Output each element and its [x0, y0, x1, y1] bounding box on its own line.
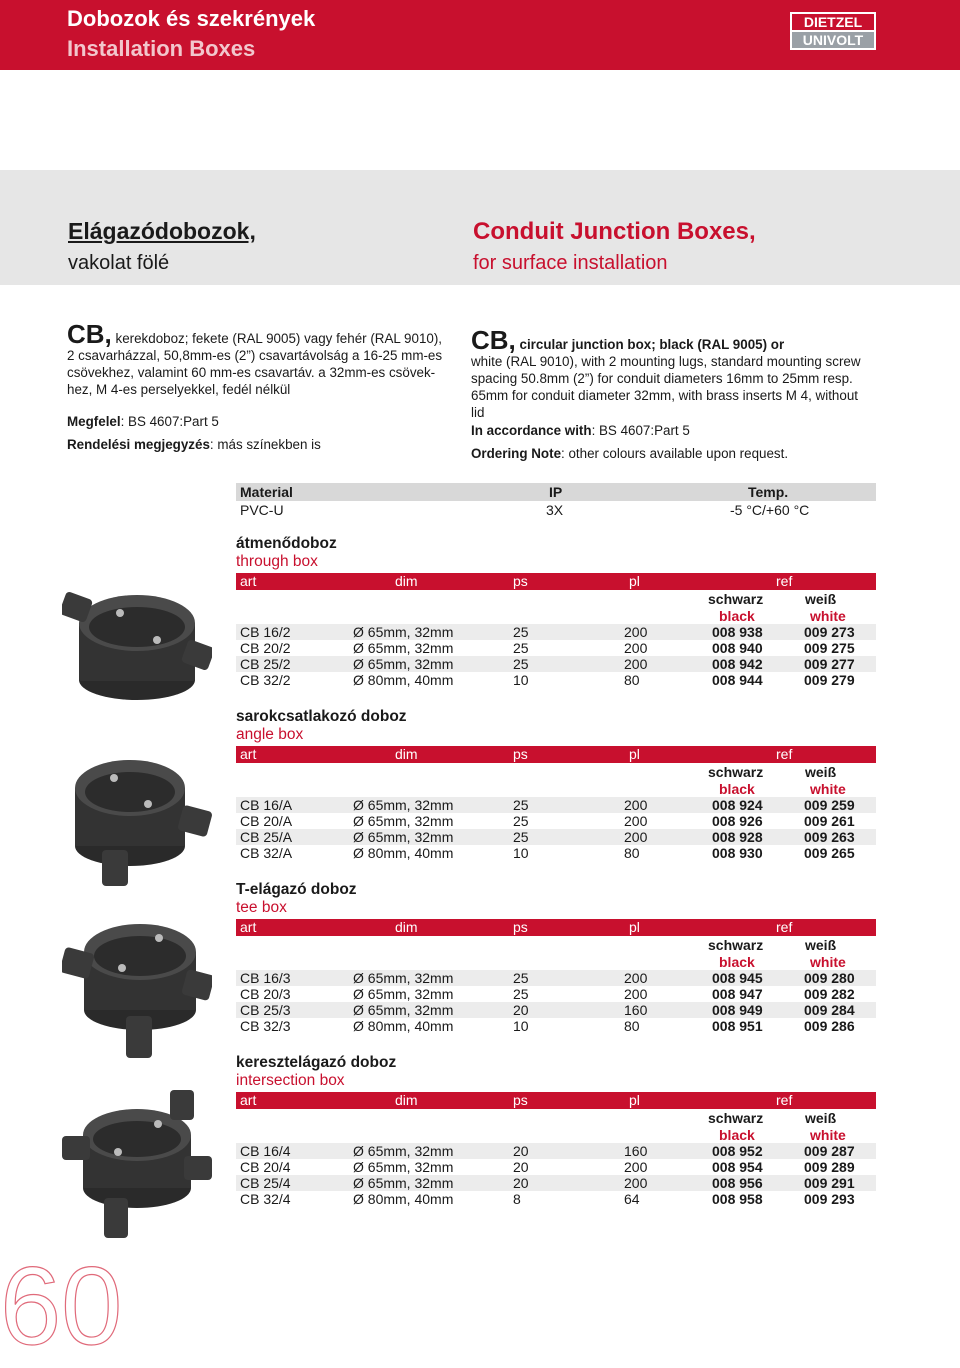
color-header-en	[236, 607, 876, 624]
table-cell: 009 263	[804, 829, 855, 845]
note-value-hu: : más színekben is	[209, 437, 321, 452]
column-header	[236, 1092, 876, 1109]
col-white: white	[810, 1127, 846, 1143]
table-cell: 25	[513, 656, 529, 672]
note-value-en: : other colours available upon request.	[561, 446, 789, 461]
col-dim: dim	[395, 573, 418, 589]
table-cell: CB 16/3	[240, 970, 291, 986]
col-pl: pl	[629, 919, 640, 935]
desc-en-line-4: 65mm for conduit diameter 32mm, with brass inserts M 4, without	[471, 388, 858, 403]
table-cell: CB 32/A	[240, 845, 293, 861]
table-cell: Ø 65mm, 32mm	[353, 986, 454, 1002]
col-dim: dim	[395, 919, 418, 935]
table-row	[236, 1159, 876, 1175]
table-row	[236, 813, 876, 829]
table-cell: 200	[624, 640, 648, 656]
col-weiss: weiß	[805, 591, 837, 607]
table-cell: 009 282	[804, 986, 855, 1002]
table-cell: 008 956	[712, 1175, 763, 1191]
table-row	[236, 970, 876, 986]
table-cell: CB 32/2	[240, 672, 291, 688]
table-cell: 008 944	[712, 672, 763, 688]
table-cell: CB 25/4	[240, 1175, 291, 1191]
tee-box-image	[62, 910, 212, 1060]
through-box-section	[236, 535, 876, 688]
table-cell: 009 291	[804, 1175, 855, 1191]
table-cell: 008 951	[712, 1018, 763, 1034]
table-cell: CB 25/3	[240, 1002, 291, 1018]
color-header-de	[236, 590, 876, 607]
table-cell: Ø 65mm, 32mm	[353, 656, 454, 672]
table-cell: 008 938	[712, 624, 763, 640]
table-cell: 008 928	[712, 829, 763, 845]
table-cell: 009 286	[804, 1018, 855, 1034]
table-cell: 009 265	[804, 845, 855, 861]
table-cell: 009 273	[804, 624, 855, 640]
table-cell: 20	[513, 1175, 529, 1191]
table-cell: 10	[513, 1018, 529, 1034]
temp-value: -5 °C/+60 °C	[730, 502, 810, 518]
table-cell: CB 25/2	[240, 656, 291, 672]
material-table	[236, 483, 876, 521]
table-cell: 10	[513, 845, 529, 861]
table-cell: 009 275	[804, 640, 855, 656]
table-cell: 200	[624, 624, 648, 640]
description-en	[471, 325, 891, 462]
code-en: CB,	[471, 325, 516, 355]
table-cell: CB 16/4	[240, 1143, 291, 1159]
table-row	[236, 797, 876, 813]
page-number: 60	[0, 1245, 123, 1368]
standard-value-en: : BS 4607:Part 5	[591, 423, 690, 438]
table-cell: 80	[624, 672, 640, 688]
angle-box-image	[62, 738, 212, 888]
intersection-box-image	[62, 1090, 212, 1240]
table-row	[236, 986, 876, 1002]
desc-hu-line-3: csövekhez, valamint 60 mm-es csavartáv. a 32mm-es csövek-	[67, 365, 436, 380]
col-schwarz: schwarz	[708, 1110, 764, 1126]
col-black: black	[719, 608, 755, 624]
table-cell: 80	[624, 845, 640, 861]
table-cell: 008 930	[712, 845, 763, 861]
table-cell: 25	[513, 986, 529, 1002]
col-ps: ps	[513, 746, 528, 762]
col-white: white	[810, 608, 846, 624]
desc-hu-line-2: 2 csavarházzal, 50,8mm-es (2”) csavartávolság a 16-25 mm-es	[67, 348, 443, 363]
note-label-hu: Rendelési megjegyzés	[67, 437, 210, 452]
table-cell: Ø 65mm, 32mm	[353, 1159, 454, 1175]
table-cell: 008 954	[712, 1159, 763, 1175]
table-cell: 20	[513, 1159, 529, 1175]
column-header	[236, 573, 876, 590]
desc-hu-line-1: kerekdoboz; fekete (RAL 9005) vagy fehér (RAL 9010),	[111, 331, 443, 346]
col-pl: pl	[629, 1092, 640, 1108]
table-cell: 64	[624, 1191, 640, 1207]
table-cell: 008 949	[712, 1002, 763, 1018]
angle-box-section	[236, 708, 876, 861]
col-weiss: weiß	[805, 764, 837, 780]
col-black: black	[719, 1127, 755, 1143]
col-ref: ref	[776, 919, 793, 935]
col-ps: ps	[513, 919, 528, 935]
col-schwarz: schwarz	[708, 937, 764, 953]
section-subtitle: angle box	[236, 726, 304, 743]
table-cell: 200	[624, 829, 648, 845]
header-title-en: Installation Boxes	[67, 36, 256, 61]
logo-line-1: DIETZEL	[803, 14, 863, 30]
table-row	[236, 1018, 876, 1034]
table-cell: Ø 65mm, 32mm	[353, 624, 454, 640]
table-cell: CB 16/A	[240, 797, 293, 813]
table-cell: CB 25/A	[240, 829, 293, 845]
table-cell: 008 942	[712, 656, 763, 672]
table-row	[236, 1175, 876, 1191]
col-black: black	[719, 781, 755, 797]
table-cell: 009 289	[804, 1159, 855, 1175]
table-row	[236, 640, 876, 656]
table-cell: Ø 80mm, 40mm	[353, 672, 454, 688]
table-cell: 10	[513, 672, 529, 688]
table-cell: Ø 65mm, 32mm	[353, 813, 454, 829]
table-cell: 8	[513, 1191, 521, 1207]
through-box-image	[62, 565, 212, 715]
header-title-hu: Dobozok és szekrények	[67, 6, 316, 31]
table-cell: CB 20/3	[240, 986, 291, 1002]
section-subtitle: intersection box	[236, 1072, 345, 1089]
table-cell: 80	[624, 1018, 640, 1034]
note-label-en: Ordering Note	[471, 446, 562, 461]
table-cell: 160	[624, 1143, 648, 1159]
col-weiss: weiß	[805, 937, 837, 953]
table-cell: Ø 80mm, 40mm	[353, 1018, 454, 1034]
table-cell: 008 958	[712, 1191, 763, 1207]
subtitle-hu: vakolat fölé	[68, 252, 170, 274]
table-cell: 200	[624, 797, 648, 813]
section-subtitle: through box	[236, 553, 318, 570]
table-cell: 25	[513, 640, 529, 656]
table-cell: Ø 65mm, 32mm	[353, 970, 454, 986]
table-cell: 25	[513, 829, 529, 845]
title-en: Conduit Junction Boxes,	[473, 218, 756, 245]
table-cell: Ø 65mm, 32mm	[353, 640, 454, 656]
table-cell: Ø 65mm, 32mm	[353, 797, 454, 813]
table-cell: 009 284	[804, 1002, 855, 1018]
desc-en-line-5: lid	[471, 405, 485, 420]
material-header-temp: Temp.	[748, 484, 789, 500]
col-black: black	[719, 954, 755, 970]
table-cell: 25	[513, 813, 529, 829]
standard-label-hu: Megfelel	[67, 414, 121, 429]
table-cell: 20	[513, 1143, 529, 1159]
table-cell: 200	[624, 986, 648, 1002]
desc-en-line-3: spacing 50.8mm (2”) for conduit diameters 16mm to 25mm resp.	[471, 371, 853, 386]
table-cell: 009 277	[804, 656, 855, 672]
table-cell: 25	[513, 624, 529, 640]
table-cell: 008 924	[712, 797, 763, 813]
col-art: art	[240, 919, 257, 935]
table-cell: CB 32/4	[240, 1191, 291, 1207]
col-ps: ps	[513, 573, 528, 589]
column-header	[236, 746, 876, 763]
color-header-en	[236, 953, 876, 970]
table-cell: 009 261	[804, 813, 855, 829]
col-dim: dim	[395, 1092, 418, 1108]
intersection-box-section	[236, 1054, 876, 1207]
dietzel-univolt-logo	[790, 12, 876, 50]
material-header-ip: IP	[549, 484, 563, 500]
standard-label-en: In accordance with	[471, 423, 592, 438]
table-cell: 25	[513, 797, 529, 813]
title-band	[0, 170, 960, 285]
section-title: sarokcsatlakozó doboz	[236, 708, 407, 725]
table-cell: 008 952	[712, 1143, 763, 1159]
ip-value: 3X	[546, 502, 564, 518]
table-row	[236, 829, 876, 845]
col-ref: ref	[776, 1092, 793, 1108]
desc-en-line-1: circular junction box; black (RAL 9005) or	[515, 337, 785, 352]
table-cell: 160	[624, 1002, 648, 1018]
table-cell: 200	[624, 970, 648, 986]
col-art: art	[240, 746, 257, 762]
table-cell: 200	[624, 1159, 648, 1175]
color-header-de	[236, 936, 876, 953]
subtitle-en: for surface installation	[473, 252, 668, 274]
section-subtitle: tee box	[236, 899, 287, 916]
material-row	[236, 501, 876, 521]
table-cell: Ø 80mm, 40mm	[353, 845, 454, 861]
material-header-material: Material	[240, 484, 293, 500]
col-dim: dim	[395, 746, 418, 762]
table-row	[236, 1191, 876, 1207]
col-pl: pl	[629, 746, 640, 762]
material-header	[236, 483, 876, 501]
tee-box-section	[236, 881, 876, 1034]
table-cell: 008 947	[712, 986, 763, 1002]
col-ps: ps	[513, 1092, 528, 1108]
table-row	[236, 672, 876, 688]
table-cell: 200	[624, 656, 648, 672]
table-cell: Ø 80mm, 40mm	[353, 1191, 454, 1207]
table-cell: 009 259	[804, 797, 855, 813]
table-cell: 009 280	[804, 970, 855, 986]
col-schwarz: schwarz	[708, 591, 764, 607]
table-cell: 008 945	[712, 970, 763, 986]
color-header-en	[236, 1126, 876, 1143]
section-title: átmenődoboz	[236, 535, 337, 552]
table-cell: 009 279	[804, 672, 855, 688]
table-cell: CB 20/2	[240, 640, 291, 656]
color-header-de	[236, 1109, 876, 1126]
description-hu	[67, 319, 457, 453]
color-header-de	[236, 763, 876, 780]
table-row	[236, 1002, 876, 1018]
standard-value-hu: : BS 4607:Part 5	[120, 414, 219, 429]
section-title: T-elágazó doboz	[236, 881, 357, 898]
table-cell: CB 20/A	[240, 813, 293, 829]
column-header	[236, 919, 876, 936]
table-cell: CB 20/4	[240, 1159, 291, 1175]
col-weiss: weiß	[805, 1110, 837, 1126]
section-title: keresztelágazó doboz	[236, 1054, 397, 1071]
table-cell: CB 16/2	[240, 624, 291, 640]
top-bar	[0, 0, 960, 70]
col-ref: ref	[776, 746, 793, 762]
col-art: art	[240, 1092, 257, 1108]
table-cell: 008 926	[712, 813, 763, 829]
col-art: art	[240, 573, 257, 589]
desc-hu-line-4: hez, M 4-es perselyekkel, fedél nélkül	[67, 382, 291, 397]
table-cell: 20	[513, 1002, 529, 1018]
col-white: white	[810, 781, 846, 797]
table-cell: Ø 65mm, 32mm	[353, 1175, 454, 1191]
col-ref: ref	[776, 573, 793, 589]
desc-en-line-2: white (RAL 9010), with 2 mounting lugs, standard mounting screw	[471, 354, 861, 369]
table-row	[236, 624, 876, 640]
material-value: PVC-U	[240, 502, 284, 518]
col-white: white	[810, 954, 846, 970]
table-cell: 008 940	[712, 640, 763, 656]
table-cell: 200	[624, 813, 648, 829]
color-header-en	[236, 780, 876, 797]
title-hu: Elágazódobozok,	[68, 218, 256, 244]
table-cell: CB 32/3	[240, 1018, 291, 1034]
table-row	[236, 656, 876, 672]
table-cell: 200	[624, 1175, 648, 1191]
logo-line-2: UNIVOLT	[802, 32, 864, 48]
table-cell: Ø 65mm, 32mm	[353, 1143, 454, 1159]
table-cell: 009 293	[804, 1191, 855, 1207]
table-cell: Ø 65mm, 32mm	[353, 1002, 454, 1018]
table-cell: 009 287	[804, 1143, 855, 1159]
table-cell: 25	[513, 970, 529, 986]
table-row	[236, 845, 876, 861]
code-hu: CB,	[67, 319, 112, 349]
table-cell: Ø 65mm, 32mm	[353, 829, 454, 845]
table-row	[236, 1143, 876, 1159]
col-schwarz: schwarz	[708, 764, 764, 780]
col-pl: pl	[629, 573, 640, 589]
